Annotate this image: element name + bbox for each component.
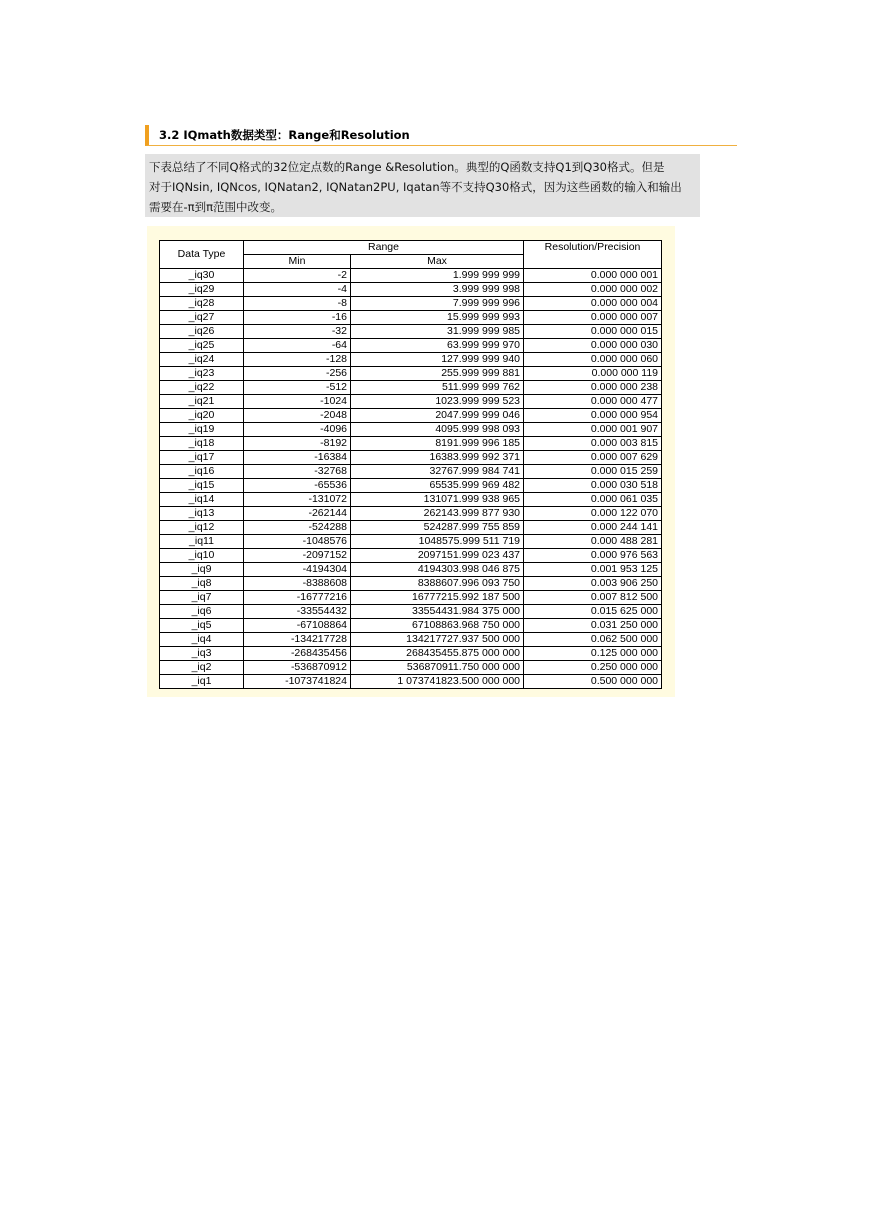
cell-resolution: 0.000 000 002 bbox=[524, 283, 662, 297]
cell-resolution: 0.000 000 030 bbox=[524, 339, 662, 353]
table-row bbox=[160, 647, 662, 661]
table-row bbox=[160, 479, 662, 493]
cell-resolution: 0.250 000 000 bbox=[524, 661, 662, 675]
cell-data-type: _iq15 bbox=[160, 479, 244, 493]
cell-resolution: 0.000 007 629 bbox=[524, 451, 662, 465]
cell-min: -65536 bbox=[244, 479, 351, 493]
intro-box bbox=[145, 154, 700, 217]
cell-data-type: _iq27 bbox=[160, 311, 244, 325]
cell-max: 8191.999 996 185 bbox=[351, 437, 524, 451]
cell-resolution: 0.000 244 141 bbox=[524, 521, 662, 535]
table-row bbox=[160, 549, 662, 563]
cell-max: 262143.999 877 930 bbox=[351, 507, 524, 521]
cell-min: -268435456 bbox=[244, 647, 351, 661]
cell-min: -256 bbox=[244, 367, 351, 381]
cell-resolution: 0.000 000 004 bbox=[524, 297, 662, 311]
cell-max: 16777215.992 187 500 bbox=[351, 591, 524, 605]
cell-max: 7.999 999 996 bbox=[351, 297, 524, 311]
cell-data-type: _iq7 bbox=[160, 591, 244, 605]
cell-data-type: _iq28 bbox=[160, 297, 244, 311]
cell-min: -2048 bbox=[244, 409, 351, 423]
cell-data-type: _iq16 bbox=[160, 465, 244, 479]
cell-min: -16384 bbox=[244, 451, 351, 465]
cell-data-type: _iq21 bbox=[160, 395, 244, 409]
cell-max: 268435455.875 000 000 bbox=[351, 647, 524, 661]
cell-data-type: _iq19 bbox=[160, 423, 244, 437]
cell-max: 131071.999 938 965 bbox=[351, 493, 524, 507]
table-row bbox=[160, 353, 662, 367]
cell-max: 1048575.999 511 719 bbox=[351, 535, 524, 549]
table-row bbox=[160, 395, 662, 409]
cell-data-type: _iq2 bbox=[160, 661, 244, 675]
cell-resolution: 0.000 976 563 bbox=[524, 549, 662, 563]
cell-data-type: _iq13 bbox=[160, 507, 244, 521]
cell-resolution: 0.000 000 477 bbox=[524, 395, 662, 409]
cell-resolution: 0.000 000 007 bbox=[524, 311, 662, 325]
header-data-type: Data Type bbox=[160, 241, 244, 269]
table-row bbox=[160, 521, 662, 535]
cell-max: 33554431.984 375 000 bbox=[351, 605, 524, 619]
cell-min: -134217728 bbox=[244, 633, 351, 647]
cell-resolution: 0.500 000 000 bbox=[524, 675, 662, 689]
cell-min: -512 bbox=[244, 381, 351, 395]
cell-max: 2097151.999 023 437 bbox=[351, 549, 524, 563]
table-row bbox=[160, 675, 662, 689]
intro-line: 对于IQNsin, IQNcos, IQNatan2, IQNatan2PU, Iqatan等不支持Q30格式，因为这些函数的输入和输出 bbox=[149, 180, 682, 194]
cell-data-type: _iq4 bbox=[160, 633, 244, 647]
cell-max: 127.999 999 940 bbox=[351, 353, 524, 367]
table-row bbox=[160, 339, 662, 353]
cell-resolution: 0.031 250 000 bbox=[524, 619, 662, 633]
cell-resolution: 0.000 003 815 bbox=[524, 437, 662, 451]
table-row bbox=[160, 465, 662, 479]
cell-resolution: 0.000 000 015 bbox=[524, 325, 662, 339]
cell-max: 1 073741823.500 000 000 bbox=[351, 675, 524, 689]
cell-max: 536870911.750 000 000 bbox=[351, 661, 524, 675]
cell-min: -1024 bbox=[244, 395, 351, 409]
table-row bbox=[160, 577, 662, 591]
table-row bbox=[160, 381, 662, 395]
cell-min: -2 bbox=[244, 269, 351, 283]
cell-min: -4096 bbox=[244, 423, 351, 437]
cell-min: -8388608 bbox=[244, 577, 351, 591]
intro-line: 需要在-π到π范围中改变。 bbox=[149, 200, 282, 214]
cell-data-type: _iq26 bbox=[160, 325, 244, 339]
cell-data-type: _iq5 bbox=[160, 619, 244, 633]
cell-min: -128 bbox=[244, 353, 351, 367]
cell-min: -16 bbox=[244, 311, 351, 325]
cell-max: 1023.999 999 523 bbox=[351, 395, 524, 409]
table-row bbox=[160, 311, 662, 325]
cell-resolution: 0.000 000 060 bbox=[524, 353, 662, 367]
cell-max: 16383.999 992 371 bbox=[351, 451, 524, 465]
header-resolution: Resolution/Precision bbox=[524, 241, 662, 269]
cell-max: 67108863.968 750 000 bbox=[351, 619, 524, 633]
cell-resolution: 0.000 000 001 bbox=[524, 269, 662, 283]
table-row bbox=[160, 409, 662, 423]
table-row bbox=[160, 633, 662, 647]
cell-resolution: 0.000 000 238 bbox=[524, 381, 662, 395]
cell-max: 4095.999 998 093 bbox=[351, 423, 524, 437]
cell-min: -262144 bbox=[244, 507, 351, 521]
cell-max: 65535.999 969 482 bbox=[351, 479, 524, 493]
cell-data-type: _iq30 bbox=[160, 269, 244, 283]
table-row bbox=[160, 507, 662, 521]
iqmath-range-table bbox=[159, 240, 662, 689]
cell-min: -67108864 bbox=[244, 619, 351, 633]
table-body bbox=[160, 269, 662, 689]
cell-resolution: 0.000 001 907 bbox=[524, 423, 662, 437]
header-min: Min bbox=[244, 255, 351, 269]
cell-min: -4194304 bbox=[244, 563, 351, 577]
cell-min: -1048576 bbox=[244, 535, 351, 549]
table-row bbox=[160, 297, 662, 311]
cell-data-type: _iq24 bbox=[160, 353, 244, 367]
cell-resolution: 0.007 812 500 bbox=[524, 591, 662, 605]
cell-resolution: 0.015 625 000 bbox=[524, 605, 662, 619]
table-row bbox=[160, 591, 662, 605]
cell-min: -4 bbox=[244, 283, 351, 297]
table-row bbox=[160, 283, 662, 297]
cell-data-type: _iq14 bbox=[160, 493, 244, 507]
cell-data-type: _iq9 bbox=[160, 563, 244, 577]
cell-min: -16777216 bbox=[244, 591, 351, 605]
cell-max: 32767.999 984 741 bbox=[351, 465, 524, 479]
cell-data-type: _iq23 bbox=[160, 367, 244, 381]
cell-data-type: _iq6 bbox=[160, 605, 244, 619]
header-range: Range bbox=[244, 241, 524, 255]
cell-max: 31.999 999 985 bbox=[351, 325, 524, 339]
cell-resolution: 0.062 500 000 bbox=[524, 633, 662, 647]
intro-line: 下表总结了不同Q格式的32位定点数的Range &Resolution。典型的Q函数支持Q1到Q30格式。但是 bbox=[149, 160, 665, 174]
cell-min: -8192 bbox=[244, 437, 351, 451]
cell-resolution: 0.000 000 954 bbox=[524, 409, 662, 423]
cell-min: -32 bbox=[244, 325, 351, 339]
cell-min: -131072 bbox=[244, 493, 351, 507]
section-title: 3.2 IQmath数据类型：Range和Resolution bbox=[159, 128, 410, 142]
cell-resolution: 0.000 000 119 bbox=[524, 367, 662, 381]
cell-resolution: 0.003 906 250 bbox=[524, 577, 662, 591]
cell-data-type: _iq10 bbox=[160, 549, 244, 563]
cell-max: 4194303.998 046 875 bbox=[351, 563, 524, 577]
section-heading bbox=[145, 125, 737, 146]
cell-max: 63.999 999 970 bbox=[351, 339, 524, 353]
cell-max: 255.999 999 881 bbox=[351, 367, 524, 381]
cell-data-type: _iq22 bbox=[160, 381, 244, 395]
cell-max: 134217727.937 500 000 bbox=[351, 633, 524, 647]
cell-resolution: 0.000 030 518 bbox=[524, 479, 662, 493]
cell-resolution: 0.125 000 000 bbox=[524, 647, 662, 661]
table-row bbox=[160, 437, 662, 451]
table-row bbox=[160, 619, 662, 633]
cell-max: 511.999 999 762 bbox=[351, 381, 524, 395]
cell-data-type: _iq20 bbox=[160, 409, 244, 423]
cell-data-type: _iq3 bbox=[160, 647, 244, 661]
table-row bbox=[160, 563, 662, 577]
cell-min: -524288 bbox=[244, 521, 351, 535]
table-row bbox=[160, 493, 662, 507]
cell-min: -536870912 bbox=[244, 661, 351, 675]
cell-min: -2097152 bbox=[244, 549, 351, 563]
table-row bbox=[160, 605, 662, 619]
table-row bbox=[160, 423, 662, 437]
cell-data-type: _iq11 bbox=[160, 535, 244, 549]
cell-max: 524287.999 755 859 bbox=[351, 521, 524, 535]
cell-data-type: _iq1 bbox=[160, 675, 244, 689]
cell-max: 8388607.996 093 750 bbox=[351, 577, 524, 591]
cell-resolution: 0.001 953 125 bbox=[524, 563, 662, 577]
cell-data-type: _iq8 bbox=[160, 577, 244, 591]
table-row bbox=[160, 535, 662, 549]
table-row bbox=[160, 367, 662, 381]
cell-resolution: 0.000 015 259 bbox=[524, 465, 662, 479]
table-row bbox=[160, 325, 662, 339]
cell-min: -64 bbox=[244, 339, 351, 353]
table-row bbox=[160, 269, 662, 283]
cell-min: -33554432 bbox=[244, 605, 351, 619]
cell-max: 2047.999 999 046 bbox=[351, 409, 524, 423]
cell-resolution: 0.000 061 035 bbox=[524, 493, 662, 507]
cell-min: -1073741824 bbox=[244, 675, 351, 689]
cell-max: 15.999 999 993 bbox=[351, 311, 524, 325]
cell-resolution: 0.000 122 070 bbox=[524, 507, 662, 521]
cell-min: -8 bbox=[244, 297, 351, 311]
header-max: Max bbox=[351, 255, 524, 269]
cell-data-type: _iq29 bbox=[160, 283, 244, 297]
cell-max: 1.999 999 999 bbox=[351, 269, 524, 283]
cell-max: 3.999 999 998 bbox=[351, 283, 524, 297]
cell-data-type: _iq18 bbox=[160, 437, 244, 451]
table-row bbox=[160, 661, 662, 675]
cell-data-type: _iq12 bbox=[160, 521, 244, 535]
cell-min: -32768 bbox=[244, 465, 351, 479]
table-row bbox=[160, 451, 662, 465]
cell-data-type: _iq25 bbox=[160, 339, 244, 353]
table-background bbox=[147, 226, 675, 697]
cell-data-type: _iq17 bbox=[160, 451, 244, 465]
cell-resolution: 0.000 488 281 bbox=[524, 535, 662, 549]
